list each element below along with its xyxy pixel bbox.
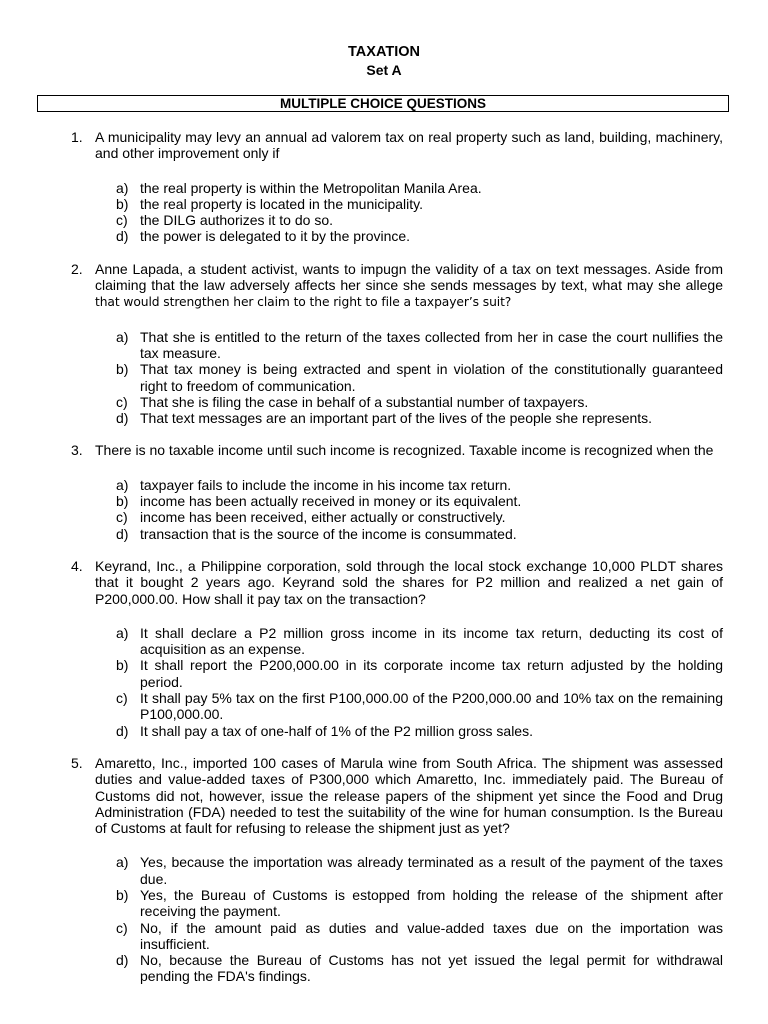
page-title: TAXATION <box>348 44 420 60</box>
option-letter: d) <box>116 228 129 245</box>
option-item <box>0 410 768 426</box>
option-text: It shall declare a P2 million gross income in its income tax return, deducting its cost of acquisition as an expense. <box>140 624 723 658</box>
option-item <box>0 329 768 362</box>
option-item <box>0 723 768 739</box>
option-letter: b) <box>116 493 129 510</box>
option-text: transaction that is the source of the income is consummated. <box>140 525 517 542</box>
option-list <box>0 625 768 739</box>
option-text: income has been actually received in money or its equivalent. <box>140 493 522 510</box>
option-letter: a) <box>116 476 129 493</box>
question-number: 5. <box>71 754 83 771</box>
option-item <box>0 493 768 509</box>
question-text: A municipality may levy an annual ad valorem tax on real property such as land, building, machinery, and other improvement only if <box>95 129 723 162</box>
option-text: the power is delegated to it by the province. <box>140 228 411 245</box>
option-item <box>0 854 768 887</box>
option-letter: a) <box>116 624 129 641</box>
option-item <box>0 477 768 493</box>
option-item <box>0 526 768 542</box>
option-text: No, if the amount paid as duties and value-added taxes due on the importation was insufficient. <box>140 919 723 952</box>
option-text: It shall pay 5% tax on the first P100,000.00 of the P200,000.00 and 10% tax on the remaining P100,000.00. <box>140 690 723 723</box>
option-list <box>0 854 768 984</box>
option-text: the DILG authorizes it to do so. <box>140 212 333 229</box>
option-text: Yes, because the importation was already terminated as a result of the payment of the taxes due. <box>140 854 723 887</box>
option-letter: c) <box>116 919 128 936</box>
option-letter: c) <box>116 690 128 707</box>
option-list <box>0 477 768 542</box>
option-letter: d) <box>116 525 129 542</box>
question-number: 2. <box>71 260 83 277</box>
option-item <box>0 180 768 196</box>
option-text: It shall report the P200,000.00 in its corporate income tax return adjusted by the holding period. <box>140 657 723 690</box>
option-item <box>0 196 768 212</box>
option-text: income has been received, either actually or constructively. <box>140 509 506 526</box>
option-text: That tax money is being extracted and spent in violation of the constitutionally guaranteed right to freedom of communication. <box>140 361 723 394</box>
option-item <box>0 509 768 525</box>
question-item <box>0 261 768 427</box>
option-letter: c) <box>116 509 128 526</box>
option-item <box>0 228 768 244</box>
option-text: No, because the Bureau of Customs has not yet issued the legal permit for withdrawal pending the FDA's findings. <box>140 952 723 985</box>
option-item <box>0 625 768 658</box>
option-text: the real property is within the Metropolitan Manila Area. <box>140 179 482 196</box>
option-text: That she is entitled to the return of the taxes collected from her in case the court nullifies the tax measure. <box>140 328 723 361</box>
question-text: Keyrand, Inc., a Philippine corporation, sold through the local stock exchange 10,000 PLDT shares that it bought 2 years ago. Keyrand sold the shares for P2 million and realized a net gain of P200,000.00. How shall it pay tax on the transaction? <box>95 557 723 607</box>
option-list <box>0 180 768 245</box>
page-subtitle: Set A <box>366 62 402 78</box>
option-letter: b) <box>116 886 129 903</box>
option-letter: c) <box>116 393 128 410</box>
option-letter: a) <box>116 179 129 196</box>
option-letter: d) <box>116 722 129 739</box>
option-letter: a) <box>116 854 129 871</box>
question-item <box>0 442 768 541</box>
question-number: 4. <box>71 557 83 574</box>
option-letter: b) <box>116 657 129 674</box>
option-text: Yes, the Bureau of Customs is estopped from holding the release of the shipment after receiving the payment. <box>140 886 723 920</box>
question-item <box>0 129 768 245</box>
question-text-tail: that would strengthen her claim to the right to file a taxpayer’s suit? <box>95 295 512 310</box>
option-item <box>0 920 768 953</box>
section-heading: MULTIPLE CHOICE QUESTIONS <box>37 95 729 112</box>
option-text: That she is filing the case in behalf of a substantial number of taxpayers. <box>140 393 589 410</box>
option-letter: b) <box>116 195 129 212</box>
option-item <box>0 887 768 920</box>
question-text: There is no taxable income until such income is recognized. Taxable income is recognized when the <box>95 442 714 459</box>
option-letter: b) <box>116 361 129 378</box>
question-item <box>0 558 768 739</box>
question-text: Amaretto, Inc., imported 100 cases of Marula wine from South Africa. The shipment was assessed duties and value-added taxes of P300,000 which Amaretto, Inc. immediately paid. The Bureau of Customs did not, however, issue the release papers of the shipment yet since the Food and Drug Administration (FDA) needed to test the suitability of the wine for human consumption. Is the Bureau of Customs at fault for refusing to release the shipment just as yet? <box>95 754 723 837</box>
question-text: Anne Lapada, a student activist, wants to impugn the validity of a tax on text messages. Aside from claiming that the law adversely affects her since she sends messages by text, what may she allege that would strengthen her claim to the right to file a taxpayer’s suit? <box>95 260 723 310</box>
option-item <box>0 657 768 690</box>
option-letter: c) <box>116 212 128 229</box>
option-item <box>0 212 768 228</box>
option-list <box>0 329 768 427</box>
option-text: It shall pay a tax of one-half of 1% of the P2 million gross sales. <box>140 722 533 739</box>
option-text: That text messages are an important part of the lives of the people she represents. <box>140 410 653 427</box>
option-item <box>0 690 768 723</box>
question-number: 3. <box>71 442 83 459</box>
option-letter: d) <box>116 952 129 969</box>
question-list <box>0 129 768 1001</box>
option-letter: d) <box>116 410 129 427</box>
option-text: the real property is located in the municipality. <box>140 195 423 212</box>
question-number: 1. <box>71 129 83 145</box>
option-item <box>0 361 768 394</box>
option-letter: a) <box>116 328 129 345</box>
option-text: taxpayer fails to include the income in his income tax return. <box>140 476 512 493</box>
option-item <box>0 394 768 410</box>
question-item <box>0 755 768 985</box>
option-item <box>0 952 768 985</box>
